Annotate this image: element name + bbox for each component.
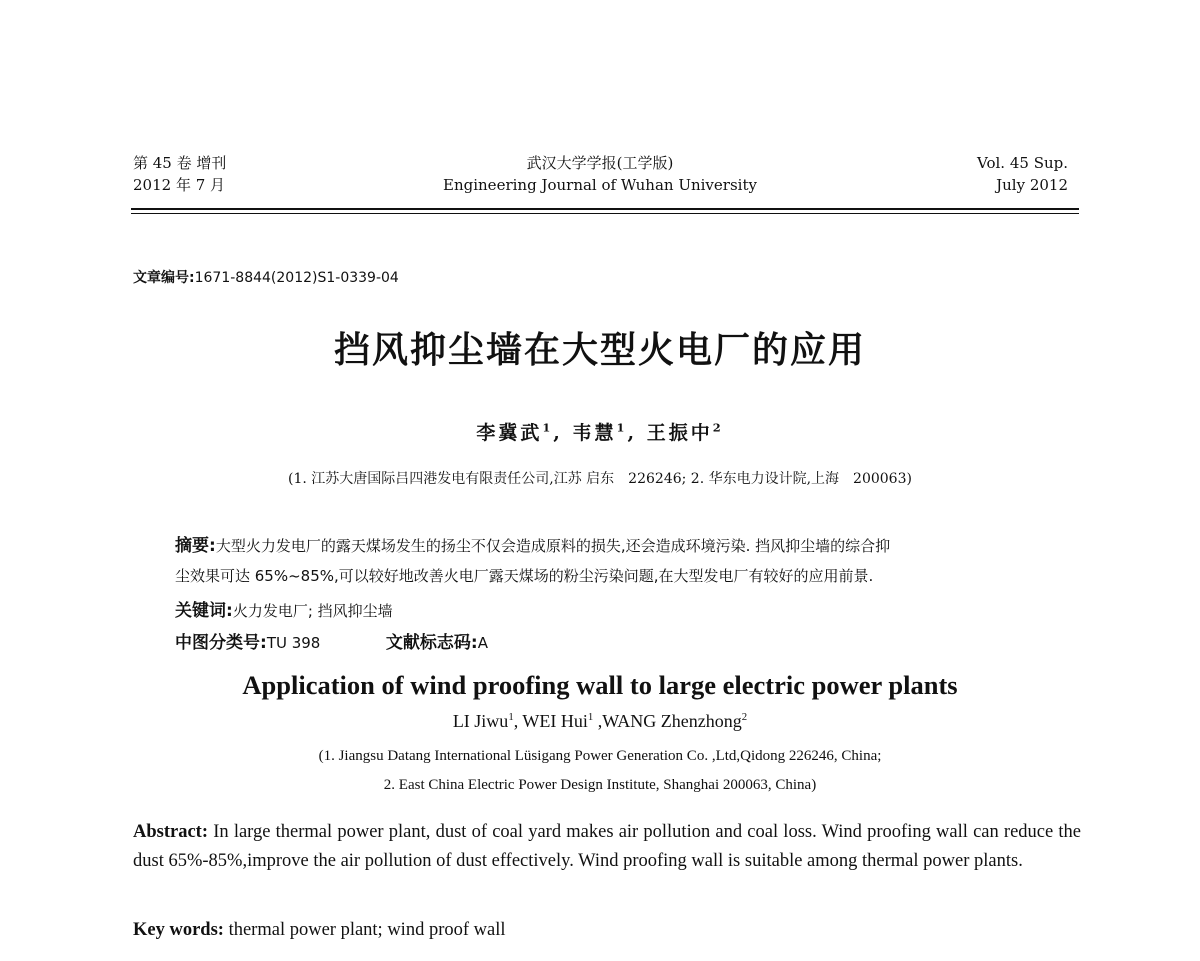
- keywords-en: [133, 916, 1081, 945]
- volume-line: 第 45 卷 增刊: [133, 154, 227, 172]
- author-name-en: WEI Hui: [522, 711, 588, 731]
- keywords-cn-value: 火力发电厂; 挡风抑尘墙: [232, 602, 393, 620]
- journal-volume-cn: [133, 152, 226, 196]
- affiliation-cn: (1. 江苏大唐国际吕四港发电有限责任公司,江苏 启东 226246; 2. 华东电力设计院,上海 200063): [288, 471, 912, 487]
- volume-line-en: Vol. 45 Sup.: [977, 154, 1068, 172]
- journal-name: [430, 152, 770, 196]
- article-number-label: 文章编号:: [133, 270, 195, 286]
- title-cn: 挡风抑尘墙在大型火电厂的应用: [333, 330, 866, 371]
- abstract-cn-label: 摘要:: [175, 536, 216, 556]
- clc-value: TU 398: [266, 634, 321, 652]
- abstract-cn-line2: 尘效果可达 65%~85%,可以较好地改善火电厂露天煤场的粉尘污染问题,在大型发电厂有较好的应用前景.: [175, 567, 874, 585]
- abstract-en: [133, 818, 1081, 876]
- date-line-en: July 2012: [996, 176, 1068, 194]
- author-name: 韦慧: [572, 422, 617, 444]
- author-affil-mark-en: 2: [741, 711, 748, 723]
- abstract-cn-text: 大型火力发电厂的露天煤场发生的扬尘不仅会造成原料的损失,还会造成环境污染. 挡风抑尘墙的综合抑: [215, 537, 891, 555]
- journal-volume-en: [977, 152, 1068, 196]
- author-separator-en: ,: [593, 711, 603, 731]
- journal-name-cn: 武汉大学学报(工学版): [526, 154, 674, 172]
- authors-en: [100, 711, 1100, 732]
- doc-code-value: A: [477, 634, 488, 652]
- author-name: 王振中: [646, 422, 713, 444]
- article-number-value: 1671-8844(2012)S1-0339-04: [194, 270, 399, 286]
- author-affil-mark: 1: [616, 420, 628, 435]
- article-number: [133, 267, 399, 287]
- author-affil-mark: 1: [542, 420, 554, 435]
- author-name-en: LI Jiwu: [452, 711, 509, 731]
- keywords-cn-label: 关键词:: [175, 601, 233, 621]
- abstract-en-label: Abstract:: [133, 822, 209, 842]
- header-rule-thin: [131, 213, 1079, 214]
- title-en: Application of wind proofing wall to large electric power plants: [242, 670, 958, 700]
- author-affil-mark-en: 1: [587, 711, 594, 723]
- date-line: 2012 年 7 月: [133, 176, 226, 194]
- keywords-en-value: thermal power plant; wind proof wall: [228, 920, 506, 940]
- author-affil-mark: 2: [712, 420, 724, 435]
- author-separator: ,: [553, 422, 563, 444]
- affiliation-en-line1: (1. Jiangsu Datang International Lüsigang Power Generation Co. ,Ltd,Qidong 226246, China;: [318, 748, 882, 764]
- keywords-en-label: Key words:: [133, 920, 224, 940]
- author-affil-mark-en: 1: [508, 711, 514, 723]
- abstract-cn-line1: [175, 531, 890, 556]
- author-name-en: WANG Zhenzhong: [602, 711, 742, 731]
- author-name: 李冀武: [476, 422, 543, 444]
- authors-cn: [100, 418, 1100, 445]
- keywords-cn: [175, 596, 393, 621]
- affiliation-en-line2: 2. East China Electric Power Design Institute, Shanghai 200063, China): [383, 777, 817, 793]
- journal-name-en: Engineering Journal of Wuhan University: [443, 176, 757, 194]
- author-separator: ,: [627, 422, 638, 444]
- clc-label: 中图分类号:: [175, 633, 267, 653]
- doc-code-label: 文献标志码:: [385, 633, 478, 653]
- author-separator-en: ,: [513, 711, 523, 731]
- header-rule-thick: [131, 208, 1079, 210]
- classification: [175, 628, 488, 653]
- abstract-en-text: In large thermal power plant, dust of coal yard makes air pollution and coal loss. Wind proofing wall can reduce the dust 65%-85%,improve the air pollution of dust effectively. Wind proofing wall is suitable among thermal power plants.: [133, 822, 1082, 871]
